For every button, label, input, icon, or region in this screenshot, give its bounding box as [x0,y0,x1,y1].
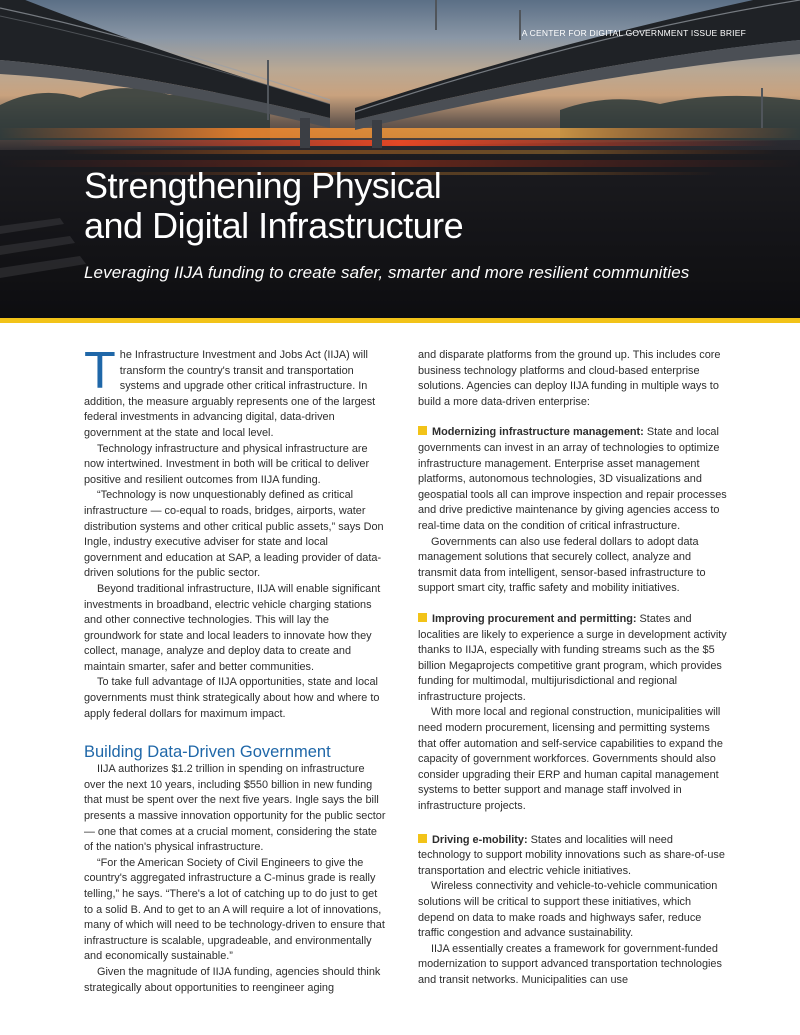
body-paragraph: “For the American Society of Civil Engineers to give the country's aggregated infrastructure a C-minus grade is really telling,” he says. “There's a lot of catching up to do just to get to a solid B. And to get to an A will require a lot of innovations, many of which will need to be technology-driven to ensure that infrastructure is scalable, upgradeable, and environmentally and economically sustainable.” [84,856,385,963]
body-paragraph: To take full advantage of IIJA opportunities, state and local governments must think strategically about how and where to apply federal dollars for maximum impact. [84,676,380,720]
bullet-heading: Modernizing infrastructure management: [432,426,644,439]
drop-cap: T [84,342,116,400]
bullet-square-icon [418,834,427,843]
page-subtitle: Leveraging IIJA funding to create safer, smarter and more resilient communities [84,263,690,282]
body-paragraph: Given the magnitude of IIJA funding, agencies should think strategically about opportunities to reengineer aging [84,965,381,994]
bullet-paragraph [418,612,728,706]
issue-brief-label: A CENTER FOR DIGITAL GOVERNMENT ISSUE BRIEF [521,28,746,38]
bullet-square-icon [418,426,427,435]
body-paragraph: Beyond traditional infrastructure, IIJA will enable significant investments in broadband, electric vehicle charging stations and other connective technologies. This will lay the groundwork for state and local leaders to innovate how they collect, manage, analyze and deploy data to create and maintain smarter, safer and better communities. [84,582,381,673]
bullet-text: States and localities will need technology to support mobility innovations such as share-of-use transportation and electric vehicle initiatives. [418,833,725,877]
body-paragraph: Wireless connectivity and vehicle-to-vehicle communication solutions will be critical to support these initiatives, which depend on data to make roads and highways safer, reduce traffic congestion and advance sustainability. [418,880,718,940]
page-title-line-1: Strengthening Physical [84,165,442,206]
section-heading: Building Data-Driven Government [84,743,331,762]
body-paragraph: and disparate platforms from the ground up. This includes core business technology platforms and cloud-based enterprise solutions. Agencies can deploy IIJA funding in multiple ways to build a more data-driven enterprise: [418,349,721,408]
body-paragraph: Technology infrastructure and physical infrastructure are now intertwined. Investment in both will be critical to deliver positive and resilient outcomes from IIJA funding. [84,442,370,486]
bullet-text: States and localities are likely to experience a surge in development activity thanks to IIJA, especially with funding streams such as the $5 billion Megaprojects competitive grant program, which provides funding for multimodal, multijurisdictional and regional infrastructure projects. [418,612,727,703]
bullet-paragraph [418,833,728,880]
hero-banner [0,0,800,318]
page-title [84,166,463,246]
body-paragraph: IIJA essentially creates a framework for government-funded modernization to support advanced transportation technologies and transit networks. Municipalities can use [418,942,722,986]
bullet-paragraph [418,425,728,534]
body-paragraph: IIJA authorizes $1.2 trillion in spending on infrastructure over the next 10 years, including $550 billion in new funding that must be spent over the next five years. Ingle says the bill presents a massive innovation opportunity for the public sector — one that comes at a crucial moment, considering the state of the nation's physical infrastructure. [84,763,386,854]
bullet-heading: Improving procurement and permitting: [432,612,637,625]
intro-text: he Infrastructure Investment and Jobs Act (IIJA) will transform the country's transit and transportation systems and upgrade other critical infrastructure. In addition, the measure arguably represents one of the largest federal investments in advancing digital, data-driven government at the state and local level. [84,349,376,439]
right-column [418,348,728,989]
bullet-heading: Driving e-mobility: [432,833,528,846]
left-column [84,342,388,996]
gold-divider [0,318,800,323]
bullet-square-icon [418,613,427,622]
intro-paragraph [84,342,388,442]
page-title-line-2: and Digital Infrastructure [84,205,464,246]
body-paragraph: “Technology is now unquestionably defined as critical infrastructure — co-equal to roads, bridges, airports, water distribution systems and other critical public assets,” says Don Ingle, industry executive adviser for state and local government and education at SAP, a leading provider of data-driven solutions for the public sector. [84,489,384,580]
body-paragraph: With more local and regional construction, municipalities will need modern procurement, licensing and permitting systems that offer automation and self-service capabilities to expand the capacity of government workforces. Governments should also consider upgrading their ERP and human capital management systems to better support and manage staff involved in infrastructure projects. [418,706,723,813]
bullet-text: State and local governments can invest in an array of technologies to optimize infrastructure management. Enterprise asset management platforms, autonomous technologies, 3D visualizations and geospatial tools all can improve inspection and repair processes and drive predictive maintenance by giving agencies access to real-time data on the condition of critical infrastructure. [418,426,727,532]
body-paragraph: Governments can also use federal dollars to adopt data management solutions that securely collect, analyze and transmit data from intelligent, sensor-based infrastructure to support smart city, traffic safety and mobility initiatives. [418,535,706,595]
